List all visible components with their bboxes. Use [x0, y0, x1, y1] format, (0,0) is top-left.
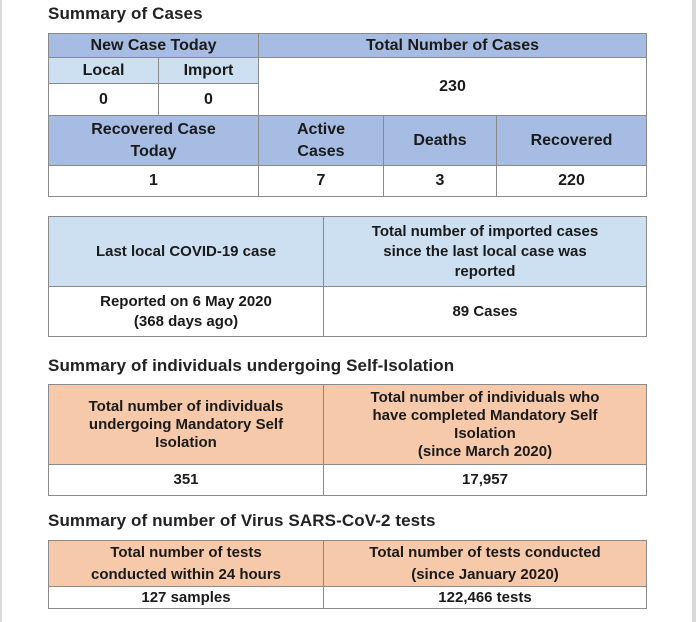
import-value: 0 — [159, 84, 259, 116]
imported-since-last-local-header: Total number of imported cases since the last local case was reported — [324, 217, 647, 287]
right-border — [692, 0, 696, 622]
tests-total-header: Total number of tests conducted (since January 2020) — [324, 541, 647, 587]
self-isolation-table — [48, 384, 647, 496]
undergoing-isolation-value: 351 — [49, 465, 324, 496]
import-header: Import — [159, 58, 259, 84]
deaths-value: 3 — [384, 166, 497, 197]
left-border — [0, 0, 2, 622]
tests-24h-value: 127 samples — [49, 587, 324, 609]
last-local-case-header: Last local COVID-19 case — [49, 217, 324, 287]
active-cases-value: 7 — [259, 166, 384, 197]
recovered-header: Recovered — [497, 116, 647, 166]
local-header: Local — [49, 58, 159, 84]
local-value: 0 — [49, 84, 159, 116]
tests-table — [48, 540, 647, 609]
completed-isolation-header: Total number of individuals who have completed Mandatory Self Isolation (since March 2020) — [324, 385, 647, 465]
tests-total-value: 122,466 tests — [324, 587, 647, 609]
tests-24h-header: Total number of tests conducted within 24 hours — [49, 541, 324, 587]
summary-of-cases-title: Summary of Cases — [48, 4, 203, 23]
self-isolation-title: Summary of individuals undergoing Self-Isolation — [48, 356, 455, 375]
last-local-case-table — [48, 216, 647, 337]
recovered-case-today-header: Recovered Case Today — [49, 116, 259, 166]
summary-of-cases-table — [48, 33, 647, 197]
recovered-today-value: 1 — [49, 166, 259, 197]
total-number-of-cases-header: Total Number of Cases — [259, 34, 647, 58]
last-local-case-value: Reported on 6 May 2020 (368 days ago) — [49, 287, 324, 337]
recovered-value: 220 — [497, 166, 647, 197]
active-cases-header: Active Cases — [259, 116, 384, 166]
completed-isolation-value: 17,957 — [324, 465, 647, 496]
deaths-header: Deaths — [384, 116, 497, 166]
undergoing-isolation-header: Total number of individuals undergoing Mandatory Self Isolation — [49, 385, 324, 465]
imported-since-last-local-value: 89 Cases — [324, 287, 647, 337]
new-case-today-header: New Case Today — [49, 34, 259, 58]
tests-title: Summary of number of Virus SARS-CoV-2 tests — [48, 511, 436, 530]
total-cases-value: 230 — [259, 58, 647, 116]
